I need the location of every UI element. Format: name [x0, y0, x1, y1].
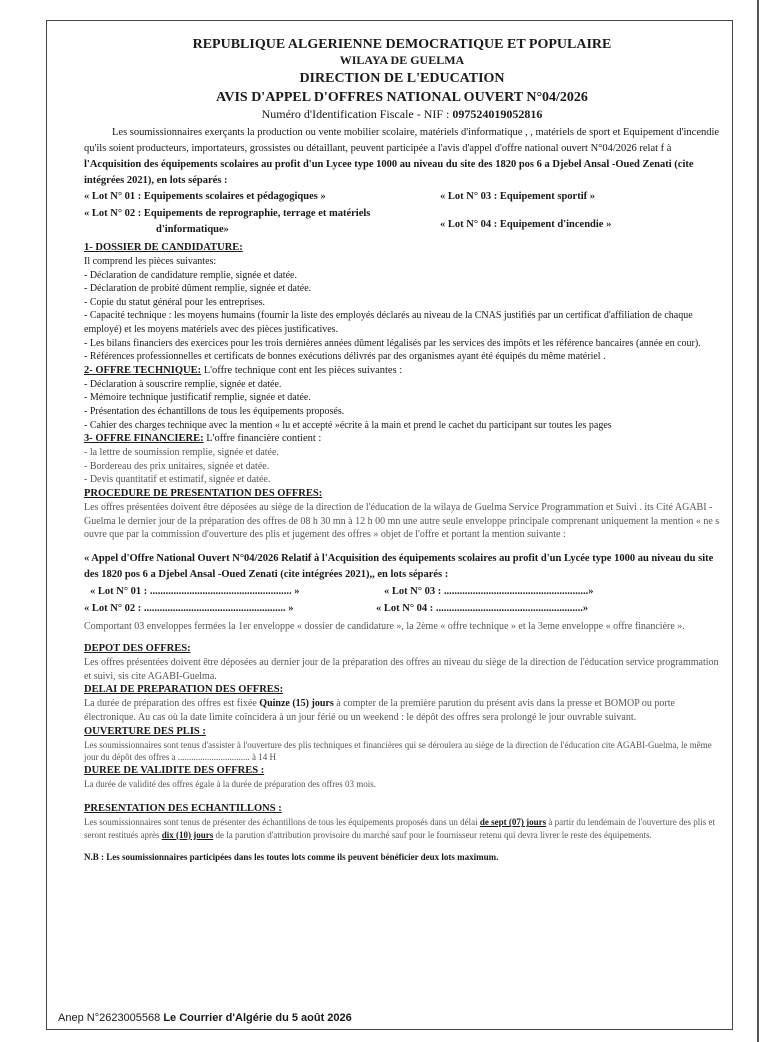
candidature-item-0: Il comprend les pièces suivantes:	[84, 256, 217, 267]
section-ouverture-title: OUVERTURE DES PLIS :	[84, 725, 206, 737]
notice-title: AVIS D'APPEL D'OFFRES NATIONAL OUVERT N°04/2026	[216, 90, 588, 105]
financiere-item-2: - Devis quantitatif et estimatif, signée et datée.	[84, 474, 271, 486]
section-delai-title: DELAI DE PREPARATION DES OFFRES:	[84, 684, 284, 696]
candidature-item-2: - Déclaration de probité dûment remplie, signée et datée.	[84, 283, 312, 295]
technique-item-3: - Cahier des charges technique avec la mention « lu et accepté »écrite à la main et prend le cachet du participant sur toutes les pages	[84, 419, 612, 431]
depot-text: Les offres présentées doivent être déposées au dernier jour de la préparation des offres au niveau du siège de la direction de l'éducation service programmation et suivi, sis cite AGABI-Guelma.	[84, 657, 719, 682]
header-republic: REPUBLIQUE ALGERIENNE DEMOCRATIQUE ET POPULAIRE	[192, 37, 612, 52]
echantillons-text-e: de la parution d'attribution provisoire du marché sauf pour le fournisseur retenu qui devra livrer le reste des équipements.	[213, 829, 652, 840]
section-depot-title: DEPOT DES OFFRES:	[84, 643, 191, 655]
technique-item-1: - Mémoire technique justificatif remplie, signée et datée.	[84, 392, 311, 404]
lot-02-cont: d'informatique»	[156, 224, 229, 235]
lot-blank-01: « Lot N° 01 : ...................................................... »	[90, 585, 300, 597]
echantillons-text-a: Les soumissionnaires sont tenus de présenter des échantillons de tous les équipements proposés dans un délai	[84, 817, 480, 828]
lot-04: « Lot N° 04 : Equipement d'incendie »	[440, 219, 612, 230]
lot-blank-02: « Lot N° 02 : ...................................................... »	[84, 602, 294, 614]
validite-text: La durée de validité des offres égale à la durée de préparation des offres 03 mois.	[84, 778, 377, 789]
delai-text-c: à compter de la première parution du présent avis dans la presse et BOMOP ou porte électronique. Au cas où la date limite coïncidera à un jour férié ou un weekend : le dépôt des offres sera prolongé le jour ouvrable suivant.	[84, 698, 675, 724]
section-candidature-title: 1- DOSSIER DE CANDIDATURE:	[84, 242, 243, 253]
section-procedure-title: PROCEDURE DE PRESENTATION DES OFFRES:	[84, 487, 323, 499]
candidature-item-4: - Capacité technique : les moyens humains (fournir la liste des employés déclarés au niveau de la CNAS justifiés par un certificat d'affiliation de chaque employé) et les moyens matériels avec des pièces justificatives.	[84, 310, 693, 335]
footer-anep	[58, 1012, 352, 1024]
footer-newspaper: Le Courrier d'Algérie du 5 août 2026	[163, 1012, 352, 1024]
candidature-item-5: - Les bilans financiers des exercices pour les trois dernières années dûment légalisés par les services des impôts et les référence bancaires (année en cour).	[84, 337, 701, 349]
echantillons-text-d: dix (10) jours	[161, 829, 214, 840]
nif-line	[84, 106, 720, 122]
procedure-text: Les offres présentées doivent être déposées au siège de la direction de l'éducation de la wilaya de Guelma Service Programmation et Suivi . its Cité AGABI - Guelma le dernier jour de la préparation des offres de 08 h 30 mn à 12 h 00 mn une autre seule enveloppe principale comprenant uniquement la mention « ne s ouvre que par la commission d'ouverture des plis et jugement des offres » objet de l'offre et portant la mention suivante :	[84, 501, 720, 541]
lots-list	[84, 191, 720, 241]
candidature-item-6: - Références professionnelles et certificats de bonnes exécutions délivrés par des organismes ayant été équipés du même matériel .	[84, 351, 606, 363]
lot-02: « Lot N° 02 : Equipements de reprographie, terrage et matériels	[84, 208, 371, 219]
delai-text-b: Quinze (15) jours	[259, 698, 334, 710]
intro-bold: l'Acquisition des équipements scolaires au profit d'un Lycee type 1000 au niveau du site des 1820 pos 6 a Djebel Ansal -Oued Zenati (cite intégrées 2021), en lots séparés :	[84, 159, 694, 186]
section-financiere-title: 3- OFFRE FINANCIERE:	[84, 433, 204, 445]
candidature-item-1: - Déclaration de candidature remplie, signée et datée.	[84, 269, 297, 281]
repeat-bold: Relatif à l'Acquisition des équipements scolaires au profit d'un Lycée type 1000 au niveau du site des 1820 pos 6 a Djebel Ansal -Oued Zenati (cite intégrées 2021),, en lots séparés :	[84, 552, 714, 580]
envelopes-text: Comportant 03 enveloppes fermées la 1er enveloppe « dossier de candidature », la 2ème « offre technique » et la 3eme enveloppe « offre financière ».	[84, 620, 685, 632]
section-technique-title: 2- OFFRE TECHNIQUE:	[84, 364, 202, 376]
echantillons-text-b: de sept (07) jours	[479, 817, 547, 828]
intro-paragraph	[84, 125, 720, 189]
repeat-paragraph	[84, 551, 720, 583]
echantillons-text	[84, 816, 720, 841]
tender-notice	[84, 34, 720, 865]
nb-note: N.B : Les soumissionnaires participées dans les toutes lots comme ils peuvent bénéficier deux lots maximum.	[84, 852, 499, 863]
technique-item-0: - Déclaration à souscrire remplie, signée et datée.	[84, 378, 282, 390]
lot-01: « Lot N° 01 : Equipements scolaires et pédagogiques »	[84, 191, 326, 202]
header-wilaya: WILAYA DE GUELMA	[339, 53, 465, 67]
section-financiere-heading	[84, 432, 720, 446]
nif-label: Numéro d'Identification Fiscale - NIF :	[261, 107, 453, 121]
lot-blank-03: « Lot N° 03 : .......................................................»	[384, 585, 594, 597]
section-financiere-intro: L'offre financière contient :	[203, 433, 322, 445]
page-edge-divider	[757, 0, 759, 1042]
intro-text: Les soumissionnaires exerçants la production ou vente mobilier scolaire, matériels d'informatique , , matériels de sport et Equipement d'incendie qu'ils soient producteurs, importateurs, grossistes ou détaillant, peuvent participée a l'avis d'appel d'offre national ouvert N°04/2026 relat f à	[84, 127, 720, 154]
technique-item-2: - Présentation des échantillons de tous les équipements proposés.	[84, 405, 345, 417]
echantillons-text-c: à partir du lendemain de l'ouverture des plis et seront restitués après	[84, 817, 715, 840]
section-technique-intro: L'offre technique cont ent les pièces suivantes :	[201, 364, 403, 376]
candidature-item-3: - Copie du statut général pour les entreprises.	[84, 296, 266, 308]
delai-text-a: La durée de préparation des offres est fixée	[84, 698, 260, 710]
section-technique-heading	[84, 364, 720, 378]
section-validite-title: DUREE DE VALIDITE DES OFFRES :	[84, 764, 265, 776]
lot-03: « Lot N° 03 : Equipement sportif »	[440, 191, 595, 202]
section-echantillons-title: PRESENTATION DES ECHANTILLONS :	[84, 803, 282, 815]
financiere-item-0: - la lettre de soumission remplie, signée et datée.	[84, 447, 279, 459]
lots-blank-list	[84, 586, 720, 620]
ouverture-text: Les soumissionnaires sont tenus d'assister à l'ouverture des plis techniques et financières qui se déroulera au siège de la direction de l'éducation cite AGABI-Guelma, le même jour du dépôt des offres a ................................ à 14 H	[84, 739, 712, 763]
financiere-item-1: - Bordereau des prix unitaires, signée et datée.	[84, 460, 270, 472]
header-direction: DIRECTION DE L'EDUCATION	[299, 71, 505, 86]
delai-text	[84, 697, 720, 724]
footer-anep-number: Anep N°2623005568	[58, 1012, 164, 1024]
nif-value: 097524019052816	[452, 107, 543, 121]
repeat-text: « Appel d'Offre National Ouvert N°04/2026	[84, 552, 282, 564]
lot-blank-04: « Lot N° 04 : ........................................................»	[376, 602, 589, 614]
